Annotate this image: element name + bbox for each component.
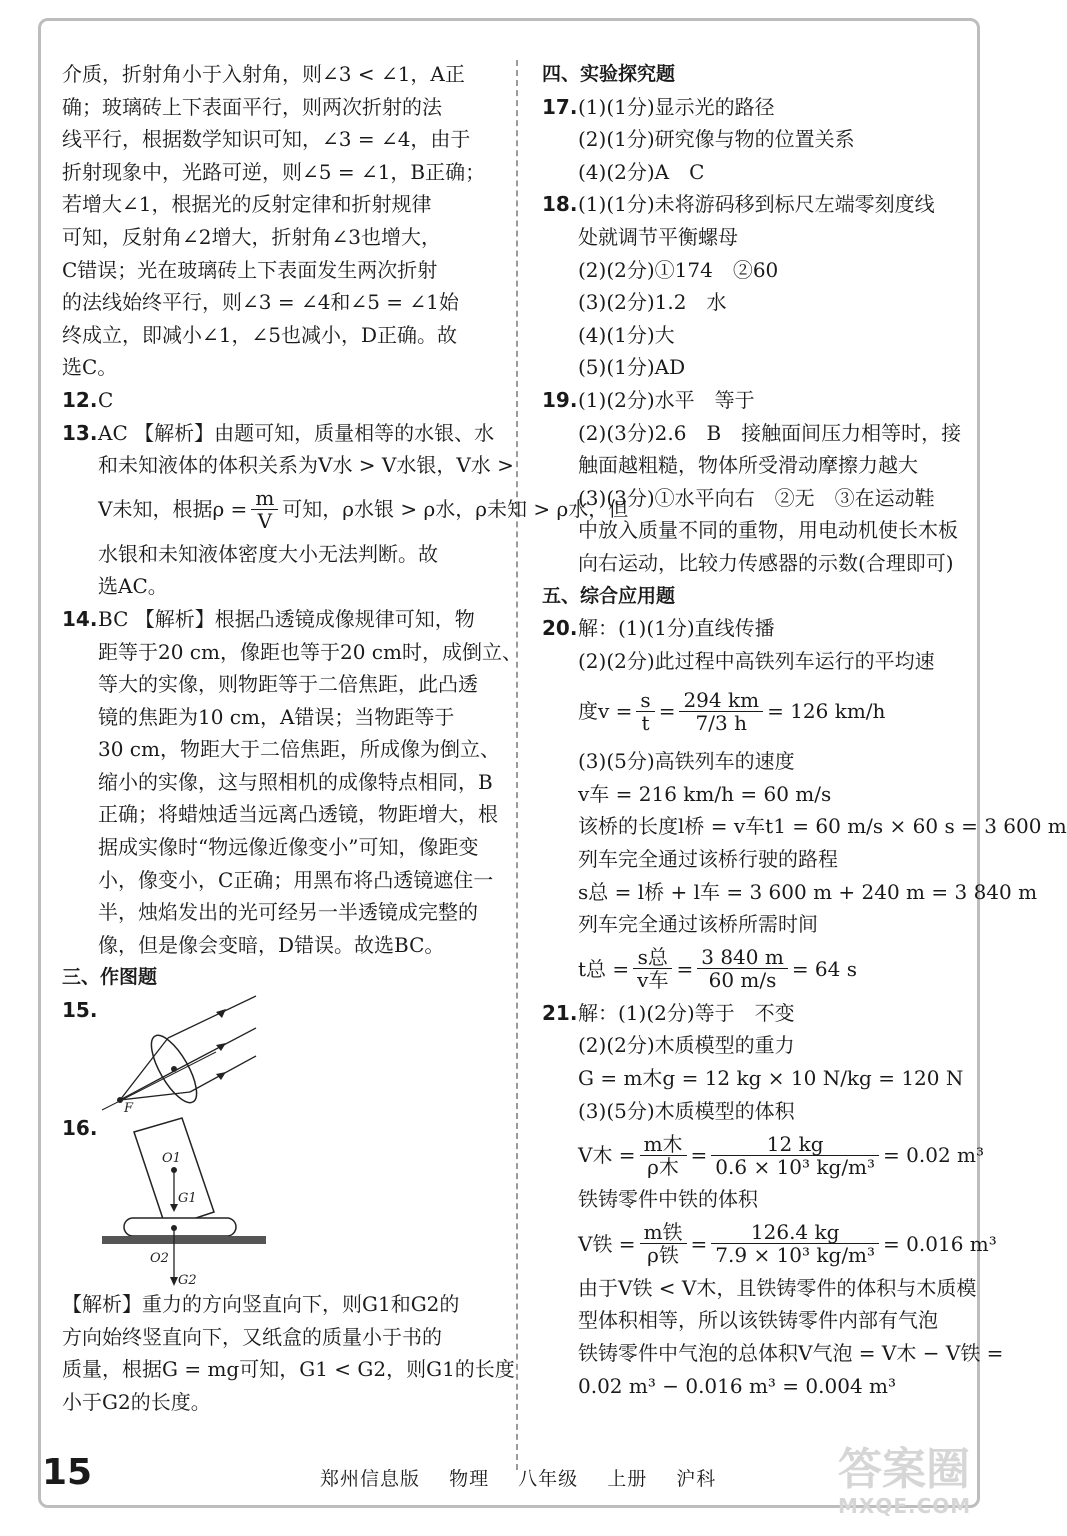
answer-line: 镜的焦距为10 cm，A错误；当物距等于 — [98, 704, 455, 729]
answer-line: 据成实像时“物远像近像变小”可知，像距变 — [98, 835, 479, 860]
numerator: m — [251, 487, 278, 510]
time-formula-line — [542, 941, 982, 997]
answer-line: 列车完全通过该桥行驶的路程 — [578, 847, 838, 872]
answer-line: 水银和未知液体密度大小无法判断。故 — [98, 541, 438, 566]
page-number: 15 — [42, 1452, 93, 1493]
answer-line: 触面越粗糙，物体所受滑动摩擦力越大 — [578, 453, 918, 478]
result: = 64 s — [791, 956, 857, 981]
answer-line: v车 = 216 km/h = 60 m/s — [578, 781, 832, 806]
answer-line: 列车完全通过该桥所需时间 — [578, 912, 818, 937]
answer-line: (5)(1分)AD — [578, 355, 686, 380]
subject-label: 物理 — [449, 1468, 490, 1490]
answer-text: V铁 = — [578, 1231, 636, 1256]
denominator: 7/3 h — [695, 710, 747, 735]
answer-line: 选C。 — [62, 355, 118, 380]
arrowhead — [216, 1009, 226, 1018]
numerator: 3 840 m — [697, 946, 788, 969]
watermark — [838, 1446, 1008, 1526]
answer-line: (3)(5分)木质模型的体积 — [578, 1098, 795, 1123]
denominator: 60 m/s — [708, 968, 777, 993]
answer-line: 铁铸零件中气泡的总体积V气泡 = V木 − V铁 = — [578, 1341, 1004, 1365]
answer-line: 的法线始终平行，则∠3 = ∠4和∠5 = ∠1始 — [62, 290, 459, 315]
iron-volume-formula — [542, 1216, 997, 1272]
question-number: 21. — [542, 1000, 578, 1025]
answer-text: V木 = — [578, 1142, 636, 1167]
answer-line: 中放入质量不同的重物，用电动机使长木板 — [578, 518, 958, 543]
answer-line: (4)(2分)A C — [578, 159, 705, 184]
gravity-diagram — [98, 1112, 278, 1288]
fraction-distance-over-time — [679, 689, 763, 734]
question-number: 15. — [62, 998, 98, 1023]
denominator: ρ木 — [647, 1154, 679, 1179]
arrowhead — [216, 1072, 226, 1080]
answer-line: 距等于20 cm，像距也等于20 cm时，成倒立、 — [98, 639, 522, 664]
answer-line: (2)(3分)2.6 B 接触面间压力相等时，接 — [578, 420, 962, 445]
equals: = — [658, 698, 676, 723]
answer-line: (2)(2分)木质模型的重力 — [578, 1033, 795, 1058]
section-heading: 五、综合应用题 — [542, 584, 676, 607]
question-12 — [62, 384, 502, 417]
answer-text: AC 【解析】由题可知，质量相等的水银、水 — [98, 420, 495, 445]
fraction-values — [711, 1133, 879, 1178]
answer-line: 折射现象中，光路可逆，则∠5 = ∠1，B正确； — [62, 159, 486, 184]
denominator: 0.6 × 10³ kg/m³ — [715, 1154, 876, 1179]
answer-line: (4)(1分)大 — [578, 322, 675, 347]
answer-line: 方向始终竖直向下，又纸盒的质量小于书的 — [62, 1324, 442, 1349]
result: = 0.02 m³ — [883, 1142, 985, 1167]
fraction-values — [697, 946, 788, 991]
numerator: 294 km — [679, 689, 763, 712]
answer-line: (2)(1分)研究像与物的位置关系 — [578, 127, 855, 152]
question-21 — [542, 997, 982, 1030]
question-19 — [542, 384, 982, 417]
question-number: 17. — [542, 94, 578, 119]
equals: = — [690, 1142, 708, 1167]
answer-text: (1)(1分)未将游码移到标尺左端零刻度线 — [578, 192, 935, 217]
answer-line: 若增大∠1，根据光的反射定律和折射规律 — [62, 192, 432, 217]
numerator: s总 — [633, 946, 672, 969]
denominator: 7.9 × 10³ kg/m³ — [715, 1243, 876, 1268]
numerator: 126.4 kg — [711, 1221, 879, 1244]
answer-line: 质量，根据G = mg可知，G1 < G2，则G1的长度 — [62, 1357, 515, 1382]
book — [124, 1218, 236, 1236]
answer-text: 可知，ρ水银 > ρ水，ρ未知 > ρ水，但 — [282, 497, 629, 522]
answer-line: 线平行，根据数学知识可知，∠3 = ∠4，由于 — [62, 127, 471, 152]
label-o1: O1 — [162, 1151, 181, 1167]
answer-line: 小，像变小，C正确；用黑布将凸透镜遮住一 — [98, 867, 494, 892]
answer-text: (1)(1分)显示光的路径 — [578, 94, 775, 119]
result: = 126 km/h — [767, 698, 886, 723]
fraction-s-over-v — [633, 946, 672, 991]
density-formula-line — [62, 482, 629, 538]
answer-line: 30 cm，物距大于二倍焦距，所成像为倒立、 — [98, 737, 500, 762]
answer-line: 缩小的实像，这与照相机的成像特点相同，B — [98, 769, 493, 794]
answer-line: 等大的实像，则物距等于二倍焦距，此凸透 — [98, 672, 478, 697]
answer-line: G = m木g = 12 kg × 10 N/kg = 120 N — [578, 1066, 964, 1091]
denominator: t — [641, 710, 650, 735]
publisher-label: 沪科 — [676, 1468, 717, 1490]
question-number: 20. — [542, 616, 578, 641]
label-o2: O2 — [150, 1251, 169, 1267]
answer-line: (3)(2分)1.2 水 — [578, 290, 727, 315]
answer-line: 由于V铁 < V木，且铁铸零件的体积与木质模 — [578, 1275, 977, 1300]
answer-line: 介质，折射角小于入射角，则∠3 < ∠1，A正 — [62, 62, 465, 86]
incident-ray — [168, 996, 256, 1038]
answer-line: 向右运动，比较力传感器的示数(合理即可) — [578, 550, 954, 575]
answer-line: C错误；光在玻璃砖上下表面发生两次折射 — [62, 257, 438, 282]
fraction-m-over-rho — [640, 1133, 687, 1178]
fraction-values — [711, 1221, 879, 1266]
answer-line: 处就调节平衡螺母 — [578, 224, 738, 249]
focus-point — [117, 1097, 123, 1103]
volume-label: 上册 — [607, 1468, 648, 1490]
question-17 — [542, 91, 982, 124]
question-16 — [62, 1112, 502, 1288]
answer-line: (2)(2分)①174 ②60 — [578, 257, 779, 282]
label-g1: G1 — [178, 1191, 197, 1207]
numerator: m木 — [640, 1133, 687, 1156]
answer-line: 选AC。 — [98, 574, 168, 599]
question-number: 13. — [62, 420, 98, 445]
answer-text: V未知，根据ρ = — [98, 497, 248, 522]
answer-text: (1)(2分)水平 等于 — [578, 387, 755, 412]
question-number: 18. — [542, 192, 578, 217]
answer-line: 像，但是像会变暗，D错误。故选BC。 — [98, 932, 445, 957]
answer-text: 度v = — [578, 698, 633, 723]
numerator: m铁 — [640, 1221, 687, 1244]
question-number: 12. — [62, 387, 98, 412]
answer-line: 和未知液体的体积关系为V水 > V水银，V水 > — [98, 453, 514, 478]
question-18 — [542, 188, 982, 221]
speed-formula-line — [542, 677, 982, 745]
answer-line: (3)(5分)高铁列车的速度 — [578, 749, 795, 774]
lens-ray-diagram — [98, 994, 258, 1117]
denominator: ρ铁 — [647, 1243, 679, 1268]
numerator: 12 kg — [711, 1133, 879, 1156]
question-number: 14. — [62, 606, 98, 631]
numerator: s — [636, 689, 654, 712]
wood-volume-formula — [542, 1127, 985, 1183]
answer-line: 型体积相等，所以该铁铸零件内部有气泡 — [578, 1308, 938, 1333]
answer-line: 确；玻璃砖上下表面平行，则两次折射的法 — [62, 94, 442, 119]
answer-text: 解：(1)(1分)直线传播 — [578, 616, 775, 641]
table-surface — [102, 1236, 266, 1244]
answer-line: 可知，反射角∠2增大，折射角∠3也增大， — [62, 224, 441, 249]
watermark-logo: 答案圈 — [838, 1444, 970, 1495]
answer-line: (3)(3分)①水平向右 ②无 ③在运动鞋 — [578, 485, 935, 510]
grade-label: 八年级 — [518, 1468, 579, 1490]
answer-line: 0.02 m³ − 0.016 m³ = 0.004 m³ — [578, 1373, 897, 1398]
answer-text: BC 【解析】根据凸透镜成像规律可知，物 — [98, 606, 475, 631]
answer-text: t总 = — [578, 956, 630, 981]
focus-label: F — [124, 1101, 134, 1117]
question-number: 19. — [542, 387, 578, 412]
answer-line: 终成立，即减小∠1，∠5也减小，D正确。故 — [62, 322, 457, 347]
right-column — [542, 58, 1067, 1402]
denominator: v车 — [637, 968, 669, 993]
equals: = — [676, 956, 694, 981]
answer-line: (2)(2分)此过程中高铁列车运行的平均速 — [578, 648, 935, 673]
result: = 0.016 m³ — [883, 1231, 997, 1256]
edition-label: 郑州信息版 — [320, 1468, 421, 1490]
label-g2: G2 — [178, 1273, 197, 1289]
arrowhead — [170, 1277, 178, 1286]
refracted-ray — [120, 1068, 180, 1100]
question-15 — [62, 994, 502, 1117]
fraction-s-over-t — [636, 689, 654, 734]
answer-line: 该桥的长度l桥 = v车t1 = 60 m/s × 60 s = 3 600 m — [578, 814, 1067, 839]
equals: = — [690, 1231, 708, 1256]
answer-line: 半，烛焰发出的光可经另一半透镜成完整的 — [98, 900, 478, 925]
column-divider — [516, 60, 518, 1470]
fraction-m-over-v — [251, 487, 278, 532]
answer-text: C — [98, 387, 114, 412]
answer-text: 解：(1)(2分)等于 不变 — [578, 1000, 795, 1025]
question-13 — [62, 417, 502, 450]
answer-line: 小于G2的长度。 — [62, 1389, 211, 1414]
question-14 — [62, 603, 502, 636]
answer-line: 铁铸零件中铁的体积 — [578, 1187, 758, 1212]
question-number: 16. — [62, 1116, 98, 1141]
question-20 — [542, 612, 982, 645]
section-heading: 三、作图题 — [62, 966, 158, 989]
section-heading: 四、实验探究题 — [542, 63, 676, 85]
footer-info — [320, 1464, 738, 1491]
optical-center — [171, 1066, 177, 1072]
arrowhead — [216, 1043, 226, 1051]
fraction-m-over-rho — [640, 1221, 687, 1266]
answer-line: 【解析】重力的方向竖直向下，则G1和G2的 — [62, 1292, 460, 1317]
denominator: V — [257, 509, 273, 534]
answer-line: s总 = l桥 + l车 = 3 600 m + 240 m = 3 840 m — [578, 879, 1038, 904]
answer-line: 正确；将蜡烛适当远离凸透镜，物距增大，根 — [98, 802, 498, 827]
refracted-ray — [120, 1038, 168, 1100]
watermark-url: MXQE.COM — [838, 1494, 972, 1518]
